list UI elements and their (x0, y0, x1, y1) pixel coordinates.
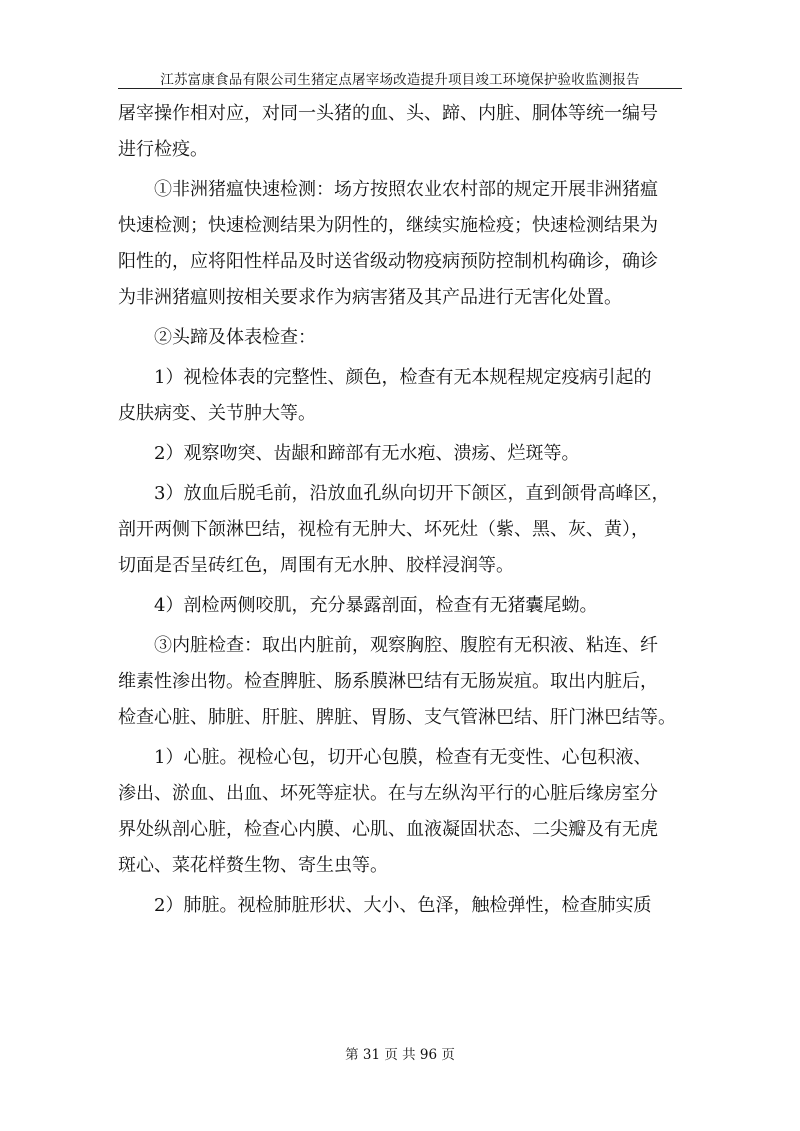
paragraph-line: 阳性的，应将阳性样品及时送省级动物疫病预防控制机构确诊，确诊 (118, 251, 658, 272)
paragraph-line: 界处纵剖心脏，检查心内膜、心肌、血液凝固状态、二尖瓣及有无虎 (118, 819, 658, 840)
paragraph-line: 剖开两侧下颌淋巴结，视检有无肿大、坏死灶（紫、黑、灰、黄）， (118, 519, 649, 540)
header-rule (118, 88, 682, 89)
paragraph-line: 屠宰操作相对应，对同一头猪的血、头、蹄、内脏、胴体等统一编号 (118, 103, 658, 124)
paragraph-line: 检查心脏、肺脏、肝脏、脾脏、胃肠、支气管淋巴结、肝门淋巴结等。 (118, 707, 676, 728)
paragraph-line: 进行检疫。 (118, 139, 208, 160)
paragraph-line: 2）观察吻突、齿龈和蹄部有无水疱、溃疡、烂斑等。 (154, 443, 580, 464)
paragraph-line: 4）剖检两侧咬肌，充分暴露剖面，检查有无猪囊尾蚴。 (154, 595, 598, 616)
page-number: 第 31 页 共 96 页 (345, 1047, 455, 1063)
paragraph-line: ①非洲猪瘟快速检测：场方按照农业农村部的规定开展非洲猪瘟 (154, 179, 658, 200)
paragraph-line: 渗出、淤血、出血、坏死等症状。在与左纵沟平行的心脏后缘房室分 (118, 783, 658, 804)
paragraph-line: 维素性渗出物。检查脾脏、肠系膜淋巴结有无肠炭疽。取出内脏后， (118, 671, 658, 692)
paragraph-line: 皮肤病变、关节肿大等。 (118, 403, 316, 424)
paragraph-line: 2）肺脏。视检肺脏形状、大小、色泽，触检弹性，检查肺实质 (154, 895, 652, 916)
paragraph-line: 斑心、菜花样赘生物、寄生虫等。 (118, 855, 388, 876)
paragraph-line: 1）视检体表的完整性、颜色，检查有无本规程规定疫病引起的 (154, 367, 652, 388)
running-header: 江苏富康食品有限公司生猪定点屠宰场改造提升项目竣工环境保护验收监测报告 (160, 72, 640, 88)
body-text (118, 96, 688, 928)
paragraph-line: 1）心脏。视检心包，切开心包膜，检查有无变性、心包积液、 (154, 747, 652, 768)
paragraph-line: 切面是否呈砖红色，周围有无水肿、胶样浸润等。 (118, 555, 514, 576)
paragraph-line: 3）放血后脱毛前，沿放血孔纵向切开下颌区，直到颌骨高峰区， (154, 483, 670, 504)
paragraph-line: 快速检测；快速检测结果为阴性的，继续实施检疫；快速检测结果为 (118, 215, 658, 236)
paragraph-line: 为非洲猪瘟则按相关要求作为病害猪及其产品进行无害化处置。 (118, 287, 622, 308)
paragraph-line: ②头蹄及体表检查： (154, 327, 316, 348)
paragraph-line: ③内脏检查：取出内脏前，观察胸腔、腹腔有无积液、粘连、纤 (154, 635, 658, 656)
